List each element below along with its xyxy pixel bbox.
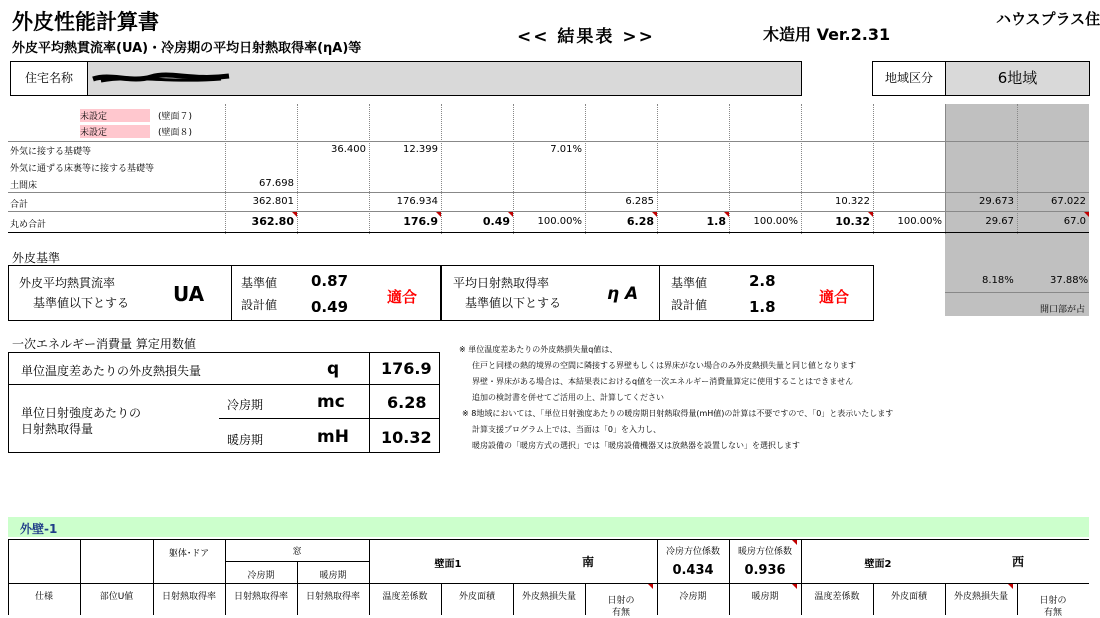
note-line: 住戸と同様の熱的境界の空間に隣接する界壁もしくは界床がない場合のみ外皮熱損失量と同じ値となります <box>472 361 856 370</box>
top-result-grid <box>8 104 1089 234</box>
wall2-label: 壁面2 <box>864 559 892 570</box>
mh-symbol: mH <box>317 427 349 447</box>
energy-box <box>8 352 440 453</box>
wall1-label: 壁面1 <box>434 559 462 570</box>
version-label: 木造用 Ver.2.31 <box>763 25 891 44</box>
note-line: 界壁・界床がある場合は、本結果表におけるq値を一次エネルギー消費量算定に使用することはできません <box>472 377 854 386</box>
cell-value: 12.399 <box>403 144 438 155</box>
round-value: 100.00% <box>753 216 798 227</box>
row-total: 合計 <box>10 200 29 210</box>
total-value: 67.022 <box>1051 196 1086 207</box>
h-shade-2: 有無 <box>611 608 630 618</box>
opening-ratio-2: 37.88% <box>1050 275 1089 286</box>
unset-label-2: 未設定 <box>80 125 150 138</box>
q-label: 単位温度差あたりの外皮熱損失量 <box>21 364 202 378</box>
ua-des-label: 設計値 <box>241 298 278 312</box>
ua-std-label: 基準値 <box>241 276 278 290</box>
wall1-direction: 南 <box>581 555 594 569</box>
total-value: 362.801 <box>252 196 294 207</box>
h-heat: 暖房期 <box>751 592 779 602</box>
eta-result: 適合 <box>819 288 850 306</box>
round-value: 6.28 <box>626 215 654 228</box>
page-subtitle: 外皮平均熱貫流率(UA)・冷房期の平均日射熱取得率(ηA)等 <box>12 41 362 56</box>
note-line: 追加の検討書を併せてご活用の上、計算してください <box>472 393 664 402</box>
h-shade: 日射の <box>607 596 635 606</box>
redaction-mark <box>91 71 231 85</box>
q-value: 176.9 <box>381 359 432 378</box>
round-value: 100.00% <box>897 216 942 227</box>
mc-value: 6.28 <box>387 393 427 412</box>
round-value: 0.49 <box>482 215 510 228</box>
mh-value: 10.32 <box>381 428 432 447</box>
total-value: 29.673 <box>979 196 1014 207</box>
eta-std-value: 2.8 <box>749 272 776 290</box>
ua-symbol: UA <box>173 282 205 306</box>
ua-result: 適合 <box>387 288 418 306</box>
round-value: 100.00% <box>537 216 582 227</box>
h-shade-3: 日射の <box>1039 596 1067 606</box>
mh-period: 暖房期 <box>227 433 264 447</box>
region-label: 地域区分 <box>873 62 946 95</box>
round-value: 29.67 <box>985 216 1014 227</box>
region-field[interactable] <box>872 61 1090 96</box>
wall2-direction: 西 <box>1011 555 1024 569</box>
q-symbol: q <box>327 359 340 379</box>
heat-coef-label: 暖房方位係数 <box>737 547 792 557</box>
mc-symbol: mc <box>317 392 345 412</box>
h-spec: 仕様 <box>34 592 53 602</box>
m-label-2: 日射熱取得量 <box>21 422 94 436</box>
round-value: 176.9 <box>403 215 438 228</box>
round-value: 362.80 <box>251 215 294 228</box>
region-value: 6地域 <box>997 69 1038 87</box>
round-value: 1.8 <box>706 215 726 228</box>
house-name-field[interactable] <box>10 61 802 96</box>
col-window-heat: 暖房期 <box>319 571 347 581</box>
m-label-1: 単位日射強度あたりの <box>21 406 142 420</box>
eta-symbol: η A <box>607 284 639 304</box>
heat-coef-value: 0.936 <box>744 563 786 578</box>
eta-box <box>440 265 874 321</box>
opening-ratio-1: 8.18% <box>982 275 1014 286</box>
eta-des-label: 設計値 <box>671 298 708 312</box>
h-temp-coef: 温度差係数 <box>382 592 428 602</box>
cool-coef-value: 0.434 <box>672 563 714 578</box>
round-value: 10.32 <box>835 215 870 228</box>
row-foundation: 外気に接する基礎等 <box>10 147 92 157</box>
note-line: 暖房設備の「暖房方式の選択」では「暖房設備機器又は放熱器を設置しない」を選択します <box>472 441 800 450</box>
row-earth-floor: 土間床 <box>10 181 38 191</box>
eta-title: 平均日射熱取得率 <box>453 276 550 290</box>
cell-value: 67.698 <box>259 178 294 189</box>
total-value: 176.934 <box>396 196 438 207</box>
total-value: 10.322 <box>835 196 870 207</box>
row-foundation-underfloor: 外気に通ずる床裏等に接する基礎等 <box>10 164 155 174</box>
col-window: 窓 <box>292 547 302 557</box>
h-solar-2: 日射熱取得率 <box>233 592 288 602</box>
wall-section-title: 外壁-1 <box>20 522 58 536</box>
ua-subtitle: 基準値以下とする <box>33 296 130 310</box>
note-line: ※ 単位温度差あたりの外皮熱損失量q値は、 <box>459 345 618 354</box>
wall-section-bar <box>8 517 1089 537</box>
cool-coef-label: 冷房方位係数 <box>665 547 720 557</box>
mc-period: 冷房期 <box>227 398 264 412</box>
col-window-cool: 冷房期 <box>247 571 275 581</box>
h-solar-3: 日射熱取得率 <box>305 592 360 602</box>
row-round-total: 丸め合計 <box>10 220 47 230</box>
company-name: ハウスプラス住 <box>996 10 1100 28</box>
note-line: ※ 8地域においては、「単位日射強度あたりの暖房期日射熱取得量(mH値)の計算は不要ですので、「0」と表示いたします <box>462 409 894 418</box>
ua-des-value: 0.49 <box>311 298 349 316</box>
wall-table <box>8 539 1089 618</box>
ua-title: 外皮平均熱貫流率 <box>19 276 116 290</box>
total-value: 6.285 <box>625 196 654 207</box>
note-line: 計算支援プログラム上では、当面は「0」を入力し、 <box>472 425 662 434</box>
h-u-value: 部位U値 <box>99 592 134 602</box>
eta-std-label: 基準値 <box>671 276 708 290</box>
gaihi-section-title: 外皮基準 <box>12 251 61 265</box>
h-loss-2: 外皮熱損失量 <box>953 592 1008 602</box>
eta-des-value: 1.8 <box>749 298 776 316</box>
h-temp-coef-2: 温度差係数 <box>814 592 860 602</box>
h-area-2: 外皮面積 <box>890 592 927 602</box>
ua-box <box>8 265 442 321</box>
cell-value: 7.01% <box>550 144 582 155</box>
eta-subtitle: 基準値以下とする <box>465 296 562 310</box>
col-body-door: 躯体･ドア <box>168 549 210 559</box>
h-area: 外皮面積 <box>458 592 495 602</box>
energy-section-title: 一次エネルギー消費量 算定用数値 <box>12 337 196 351</box>
h-shade-4: 有無 <box>1043 608 1062 618</box>
h-loss: 外皮熱損失量 <box>521 592 576 602</box>
house-name-label: 住宅名称 <box>11 62 88 95</box>
round-value: 67.0 <box>1063 216 1086 227</box>
opening-label: 開口部が占 <box>1040 305 1086 315</box>
h-cool: 冷房期 <box>679 592 707 602</box>
unset-note-2: (壁面８) <box>158 128 193 138</box>
unset-label-1: 未設定 <box>80 109 150 122</box>
ua-std-value: 0.87 <box>311 272 349 290</box>
cell-value: 36.400 <box>331 144 366 155</box>
h-solar-1: 日射熱取得率 <box>161 592 216 602</box>
result-table-title: << 結果表 >> <box>517 27 655 47</box>
unset-note-1: (壁面７) <box>158 112 193 122</box>
page-title: 外皮性能計算書 <box>12 10 159 34</box>
